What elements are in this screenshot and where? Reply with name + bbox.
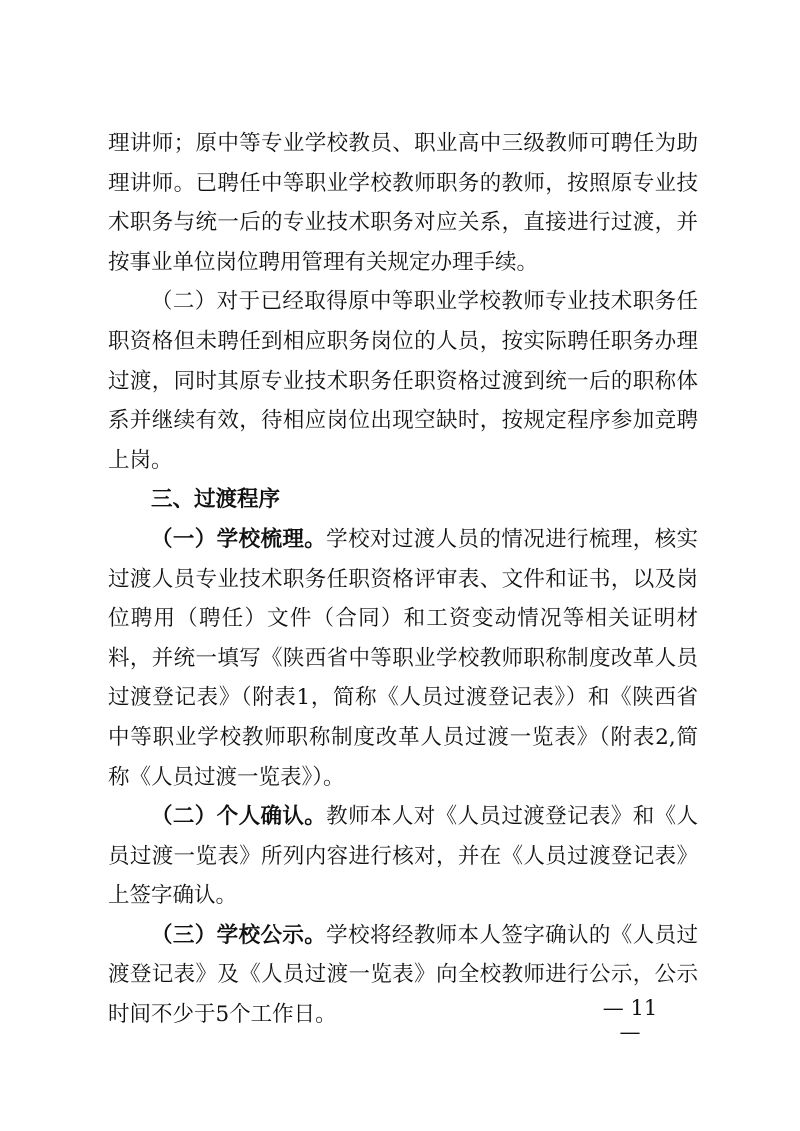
paragraph-lead: （三）学校公示。 xyxy=(151,922,327,948)
section-heading xyxy=(108,480,698,520)
paragraph-text: 教师本人对《人员过渡登记表》和《人员过渡一览表》所列内容进行核对，并在《人员过渡登记表》上签字确认。 xyxy=(108,804,698,909)
paragraph-school-review xyxy=(108,520,698,797)
paragraph-continuation xyxy=(108,124,698,282)
paragraph-text: （二）对于已经取得原中等职业学校教师专业技术职务任职资格但未聘任到相应职务岗位的人员，按实际聘任职务办理过渡，同时其原专业技术职务任职资格过渡到统一后的职称体系并继续有效，待相应岗位出现空缺时，按规定程序参加竞聘上岗。 xyxy=(108,289,698,473)
paragraph-text: 理讲师；原中等专业学校教员、职业高中三级教师可聘任为助理讲师。已聘任中等职业学校教师职务的教师，按照原专业技术职务与统一后的专业技术职务对应关系，直接进行过渡，并按事业单位岗位聘用管理有关规定办理手续。 xyxy=(108,131,698,275)
document-body xyxy=(108,124,698,1035)
paragraph-text: 学校对过渡人员的情况进行梳理，核实过渡人员专业技术职务任职资格评审表、文件和证书，以及岗位聘用（聘任）文件（合同）和工资变动情况等相关证明材料，并统一填写《陕西省中等职业学校教师职称制度改革人员过渡登记表》（附表1，简称《人员过渡登记表》）和《陕西省中等职业学校教师职称制度改革人员过渡一览表》（附表2,简称《人员过渡一览表》）。 xyxy=(108,526,698,790)
paragraph-lead: （二）个人确认。 xyxy=(151,804,327,830)
paragraph-text: 学校将经教师本人签字确认的《人员过渡登记表》及《人员过渡一览表》向全校教师进行公示，公示时间不少于5个工作日。 xyxy=(108,922,698,1028)
paragraph-personal-confirm xyxy=(108,797,698,916)
page-number: — 11 — xyxy=(602,996,658,1044)
section-heading-text: 三、过渡程序 xyxy=(151,487,281,513)
paragraph-item-two xyxy=(108,282,698,480)
paragraph-lead: （一）学校梳理。 xyxy=(151,526,327,552)
